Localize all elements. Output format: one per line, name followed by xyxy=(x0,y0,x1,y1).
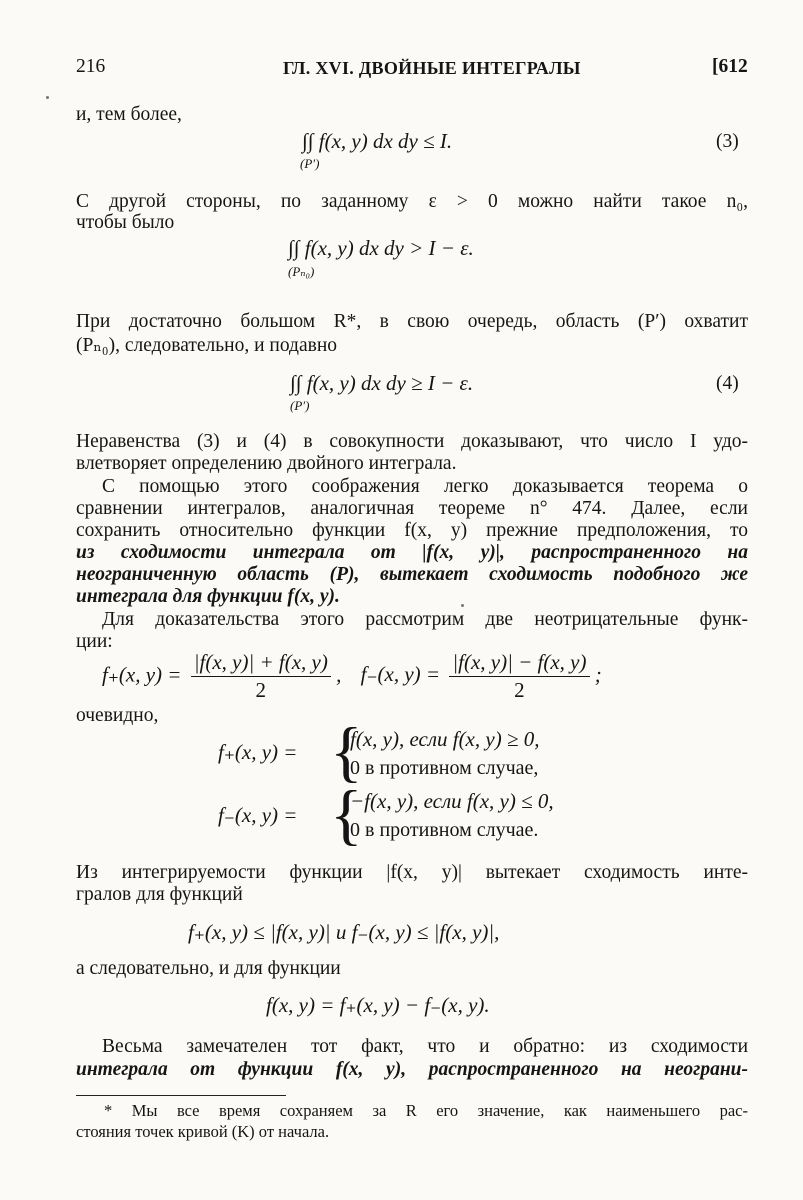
page-number: 216 xyxy=(76,56,106,77)
paragraph-line: Неравенства (3) и (4) в совокупности доказывают, что число I удо- xyxy=(76,431,748,452)
fplus-lhs: f₊(x, y) = xyxy=(102,662,182,687)
fminus-fraction xyxy=(449,650,589,703)
equation-number-4: (4) xyxy=(716,373,739,394)
equation-3: ∫∫ f(x, y) dx dy ≤ I. xyxy=(302,129,453,153)
difference-formula: f(x, y) = f₊(x, y) − f₋(x, y). xyxy=(266,993,490,1017)
italic-statement-line: интеграла от функции f(x, y), распространенного на неограни- xyxy=(76,1059,748,1080)
paragraph-text: очевидно, xyxy=(76,705,159,726)
equation-4: ∫∫ f(x, y) dx dy ≥ I − ε. xyxy=(290,371,474,395)
fraction-denominator: 2 xyxy=(255,678,267,702)
fraction-numerator: |f(x, y)| − f(x, y) xyxy=(449,650,589,677)
paragraph-line: Из интегрируемости функции |f(x, y)| вытекает сходимость инте- xyxy=(76,862,748,883)
fminus-lhs: f₋(x, y) = xyxy=(360,662,441,687)
italic-statement-line: из сходимости интеграла от |f(x, y)|, распространенного на xyxy=(76,542,748,563)
equation-number-3: (3) xyxy=(716,131,739,152)
terminator: ; xyxy=(594,662,602,687)
paragraph-line: С другой стороны, по заданному ε > 0 можно найти такое n₀, xyxy=(76,191,748,212)
speck xyxy=(46,96,49,99)
brace: { xyxy=(330,776,363,852)
paragraph-line: ции: xyxy=(76,631,113,652)
inequalities: f₊(x, y) ≤ |f(x, y)| и f₋(x, y) ≤ |f(x, y)|, xyxy=(188,920,500,944)
section-number: [612 xyxy=(712,56,748,77)
paragraph-text: а следовательно, и для функции xyxy=(76,958,341,979)
footnote-line: стояния точек кривой (K) от начала. xyxy=(76,1122,330,1141)
equation-pn0: ∫∫ f(x, y) dx dy > I − ε. xyxy=(288,236,474,260)
paragraph-text: и, тем более, xyxy=(76,104,182,125)
brace: { xyxy=(330,713,363,789)
italic-statement-line: интеграла для функции f(x, y). xyxy=(76,586,340,607)
paragraph-line: чтобы было xyxy=(76,212,175,233)
equation-pn0-domain: (Pₙ₀) xyxy=(288,264,315,279)
paragraph-line: гралов для функций xyxy=(76,884,243,905)
equation-3-domain: (P′) xyxy=(300,156,320,171)
paragraph-line: сохранить относительно функции f(x, y) прежние предположения, то xyxy=(76,520,748,541)
cases-plus-lhs: f₊(x, y) = xyxy=(218,740,298,764)
fraction-denominator: 2 xyxy=(514,678,525,702)
footnote-line: * Мы все время сохраняем за R его значение, как наименьшего рас- xyxy=(104,1101,748,1120)
cases-plus-row2: 0 в противном случае, xyxy=(350,757,539,779)
paragraph-line: При достаточно большом R*, в свою очередь, область (P′) охватит xyxy=(76,311,748,332)
fplus-fraction xyxy=(191,650,331,703)
cases-minus-row2: 0 в противном случае. xyxy=(350,819,539,841)
equation-4-domain: (P′) xyxy=(290,398,310,413)
paragraph-line: Весьма замечателен тот факт, что и обратно: из сходимости xyxy=(102,1036,748,1057)
fraction-equation xyxy=(102,650,602,703)
cases-minus-lhs: f₋(x, y) = xyxy=(218,803,298,827)
running-header: ГЛ. XVI. ДВОЙНЫЕ ИНТЕГРАЛЫ xyxy=(283,58,581,78)
footnote-rule xyxy=(76,1095,286,1096)
paragraph-line: (Pₙ₀), следовательно, и подавно xyxy=(76,335,338,356)
italic-statement-line: неограниченную область (P), вытекает сходимость подобного же xyxy=(76,564,748,585)
separator: , xyxy=(336,662,342,687)
paragraph-line: влетворяет определению двойного интеграла. xyxy=(76,453,457,474)
paragraph-line: Для доказательства этого рассмотрим две неотрицательные функ- xyxy=(102,609,748,630)
speck xyxy=(461,604,464,607)
cases-minus-row1: −f(x, y), если f(x, y) ≤ 0, xyxy=(350,789,554,813)
paragraph-line: сравнении интегралов, аналогичная теореме n° 474. Далее, если xyxy=(76,498,748,519)
paragraph-line: С помощью этого соображения легко доказывается теорема о xyxy=(102,476,748,497)
fraction-numerator: |f(x, y)| + f(x, y) xyxy=(191,650,331,677)
cases-plus-row1: f(x, y), если f(x, y) ≥ 0, xyxy=(350,727,540,751)
